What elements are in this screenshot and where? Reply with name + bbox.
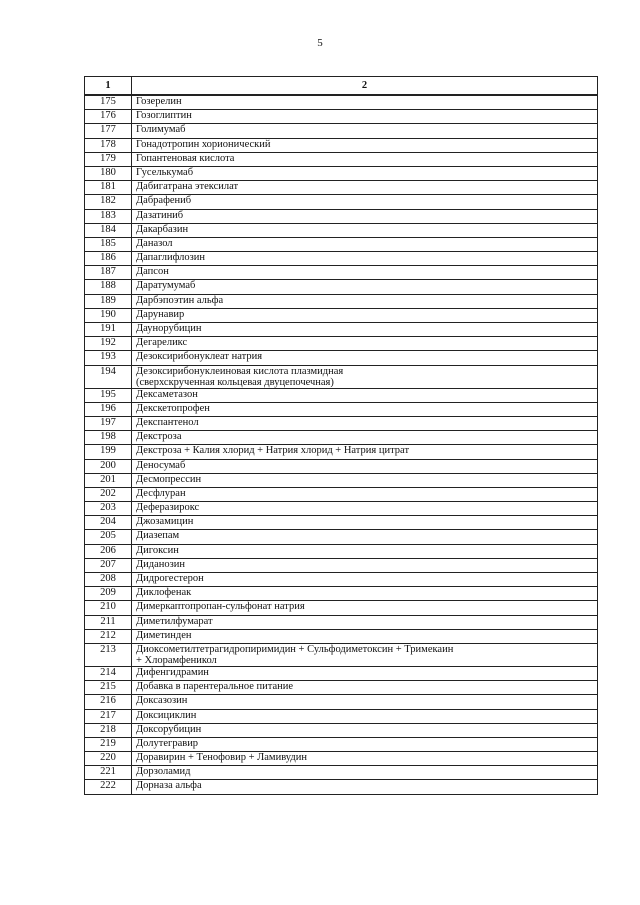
drug-name-line: Диметилфумарат <box>136 615 213 627</box>
row-number: 222 <box>85 780 132 794</box>
table-row <box>85 723 598 737</box>
table-row <box>85 195 598 209</box>
table-row <box>85 308 598 322</box>
row-number: 189 <box>85 294 132 308</box>
table-row <box>85 473 598 487</box>
drug-name-line: Гозоглиптин <box>136 110 192 122</box>
row-number: 209 <box>85 587 132 601</box>
row-number: 210 <box>85 601 132 615</box>
row-number: 201 <box>85 473 132 487</box>
drug-name-line: Дифенгидрамин <box>136 666 209 678</box>
table-row <box>85 780 598 794</box>
table-row <box>85 681 598 695</box>
row-number: 188 <box>85 280 132 294</box>
drug-name <box>132 695 598 709</box>
row-number: 221 <box>85 766 132 780</box>
drug-name-line: Десфлуран <box>136 487 186 499</box>
drug-name <box>132 544 598 558</box>
row-number: 208 <box>85 573 132 587</box>
drug-name-line: Дабрафениб <box>136 195 192 207</box>
drug-name-line: Диклофенак <box>136 587 192 599</box>
drug-name <box>132 252 598 266</box>
drug-name-line: (сверхскрученная кольцевая двуцепочечная) <box>136 376 334 388</box>
row-number: 183 <box>85 209 132 223</box>
row-number: 179 <box>85 152 132 166</box>
table-header-row <box>85 77 598 96</box>
drug-name <box>132 351 598 365</box>
drug-name <box>132 445 598 459</box>
table-row <box>85 237 598 251</box>
drug-name-line: Дарунавир <box>136 308 185 320</box>
drug-name-line: Доксазозин <box>136 695 188 707</box>
drug-name <box>132 573 598 587</box>
drug-name <box>132 138 598 152</box>
row-number: 196 <box>85 402 132 416</box>
drug-name <box>132 95 598 110</box>
drug-name <box>132 365 598 388</box>
drug-name <box>132 766 598 780</box>
drug-name <box>132 195 598 209</box>
drug-name <box>132 337 598 351</box>
column-header-number: 1 <box>85 77 132 96</box>
row-number: 205 <box>85 530 132 544</box>
drug-name-line: Дапаглифлозин <box>136 252 206 264</box>
row-number: 216 <box>85 695 132 709</box>
drug-name <box>132 516 598 530</box>
row-number: 219 <box>85 737 132 751</box>
row-number: 180 <box>85 166 132 180</box>
table-row <box>85 530 598 544</box>
drug-name <box>132 416 598 430</box>
table-row <box>85 209 598 223</box>
page-number: 5 <box>317 37 323 49</box>
drug-name <box>132 629 598 643</box>
row-number: 186 <box>85 252 132 266</box>
drug-name-line: Долутегравир <box>136 737 199 749</box>
table-row <box>85 487 598 501</box>
drug-name-line: Декскетопрофен <box>136 402 210 414</box>
drug-name <box>132 723 598 737</box>
drug-name <box>132 388 598 402</box>
drug-name <box>132 237 598 251</box>
drug-name-line: Диметинден <box>136 629 192 641</box>
drug-name-line: Даратумумаб <box>136 280 196 292</box>
table-row <box>85 573 598 587</box>
table-row <box>85 280 598 294</box>
drug-name-line: Деферазирокс <box>136 502 200 514</box>
drug-name <box>132 308 598 322</box>
drug-name-line: Дидрогестерон <box>136 573 204 584</box>
drug-name <box>132 110 598 124</box>
table-row <box>85 166 598 180</box>
table-row <box>85 766 598 780</box>
table-row <box>85 181 598 195</box>
table-row <box>85 337 598 351</box>
drug-name-line: Десмопрессин <box>136 473 202 485</box>
table-row <box>85 459 598 473</box>
row-number: 177 <box>85 124 132 138</box>
drug-name-line: Даназол <box>136 237 173 249</box>
drug-name-line: Гозерелин <box>136 96 182 107</box>
row-number: 207 <box>85 558 132 572</box>
drug-name <box>132 681 598 695</box>
drug-name-line: Доксициклин <box>136 709 197 721</box>
drug-name-line: Дорзоламид <box>136 766 191 778</box>
drug-name <box>132 601 598 615</box>
table-row <box>85 558 598 572</box>
drug-name <box>132 223 598 237</box>
row-number: 176 <box>85 110 132 124</box>
drug-name <box>132 152 598 166</box>
drug-name <box>132 487 598 501</box>
table-row <box>85 110 598 124</box>
table-row <box>85 445 598 459</box>
drug-name-line: Димеркаптопропан-сульфонат натрия <box>136 601 305 613</box>
row-number: 190 <box>85 308 132 322</box>
drug-name <box>132 666 598 680</box>
row-number: 212 <box>85 629 132 643</box>
drug-table <box>84 76 598 795</box>
table-row <box>85 695 598 709</box>
table-row <box>85 601 598 615</box>
row-number: 217 <box>85 709 132 723</box>
drug-name <box>132 502 598 516</box>
drug-name <box>132 166 598 180</box>
table-row <box>85 351 598 365</box>
row-number: 187 <box>85 266 132 280</box>
row-number: 182 <box>85 195 132 209</box>
row-number: 184 <box>85 223 132 237</box>
drug-name-line: Дакарбазин <box>136 223 189 235</box>
table-row <box>85 544 598 558</box>
row-number: 202 <box>85 487 132 501</box>
drug-name-line: Голимумаб <box>136 124 186 136</box>
drug-name-line: Дарбэпоэтин альфа <box>136 294 224 306</box>
drug-name <box>132 752 598 766</box>
drug-name-line: Дабигатрана этексилат <box>136 181 239 193</box>
drug-name-line: Доксорубицин <box>136 723 202 735</box>
drug-name-line: Диазепам <box>136 530 180 542</box>
drug-name <box>132 737 598 751</box>
table-row <box>85 294 598 308</box>
drug-name <box>132 402 598 416</box>
table-row <box>85 388 598 402</box>
drug-name <box>132 181 598 195</box>
drug-name <box>132 280 598 294</box>
drug-name-line: Дазатиниб <box>136 209 184 221</box>
row-number: 181 <box>85 181 132 195</box>
table-body <box>85 95 598 794</box>
table-row <box>85 737 598 751</box>
row-number: 204 <box>85 516 132 530</box>
drug-name <box>132 558 598 572</box>
drug-name-line: Джозамицин <box>136 516 194 528</box>
drug-name-line: Дезоксирибонуклеиновая кислота плазмидная <box>136 365 344 377</box>
drug-name-line: Доравирин + Тенофовир + Ламивудин <box>136 752 307 764</box>
table-row <box>85 402 598 416</box>
table-row <box>85 152 598 166</box>
drug-name-line: + Хлорамфеникол <box>136 654 217 666</box>
drug-name <box>132 124 598 138</box>
table-row <box>85 223 598 237</box>
table-row <box>85 643 598 666</box>
row-number: 214 <box>85 666 132 680</box>
row-number: 191 <box>85 323 132 337</box>
drug-name <box>132 530 598 544</box>
row-number: 175 <box>85 95 132 110</box>
row-number: 200 <box>85 459 132 473</box>
drug-name-line: Дигоксин <box>136 544 179 556</box>
drug-name-line: Гуселькумаб <box>136 166 194 178</box>
row-number: 203 <box>85 502 132 516</box>
table-row <box>85 365 598 388</box>
drug-name-line: Добавка в парентеральное питание <box>136 681 294 693</box>
drug-name <box>132 431 598 445</box>
row-number: 178 <box>85 138 132 152</box>
drug-name-line: Диоксометилтетрагидропиримидин + Сульфодиметоксин + Тримекаин <box>136 643 454 655</box>
table-row <box>85 629 598 643</box>
drug-name <box>132 459 598 473</box>
row-number: 193 <box>85 351 132 365</box>
drug-name <box>132 709 598 723</box>
row-number: 218 <box>85 723 132 737</box>
drug-name-line: Декстроза <box>136 431 182 443</box>
drug-name <box>132 473 598 487</box>
drug-name-line: Дорназа альфа <box>136 780 202 792</box>
row-number: 206 <box>85 544 132 558</box>
drug-name-line: Дапсон <box>136 266 169 278</box>
row-number: 199 <box>85 445 132 459</box>
table-row <box>85 431 598 445</box>
table-row <box>85 266 598 280</box>
drug-name-line: Гопантеновая кислота <box>136 152 235 164</box>
table-row <box>85 502 598 516</box>
table-row <box>85 252 598 266</box>
column-header-name: 2 <box>132 77 598 96</box>
drug-name-line: Деносумаб <box>136 459 186 471</box>
drug-name <box>132 294 598 308</box>
table-row <box>85 138 598 152</box>
drug-name-line: Дексаметазон <box>136 388 198 400</box>
table-row <box>85 752 598 766</box>
drug-name-line: Дегареликс <box>136 337 188 349</box>
drug-name <box>132 615 598 629</box>
drug-name <box>132 780 598 794</box>
row-number: 213 <box>85 643 132 666</box>
drug-name-line: Дезоксирибонуклеат натрия <box>136 351 263 363</box>
drug-name-line: Декспантенол <box>136 416 199 428</box>
table-row <box>85 323 598 337</box>
row-number: 185 <box>85 237 132 251</box>
drug-name <box>132 323 598 337</box>
drug-name <box>132 209 598 223</box>
row-number: 220 <box>85 752 132 766</box>
drug-name <box>132 587 598 601</box>
drug-name-line: Даунорубицин <box>136 323 202 334</box>
table-row <box>85 709 598 723</box>
row-number: 215 <box>85 681 132 695</box>
drug-name <box>132 266 598 280</box>
drug-name-line: Гонадотропин хорионический <box>136 138 271 150</box>
table-row <box>85 516 598 530</box>
table-row <box>85 587 598 601</box>
table-row <box>85 416 598 430</box>
row-number: 197 <box>85 416 132 430</box>
drug-name-line: Диданозин <box>136 558 186 570</box>
row-number: 195 <box>85 388 132 402</box>
row-number: 198 <box>85 431 132 445</box>
table-row <box>85 95 598 110</box>
table-row <box>85 124 598 138</box>
drug-name-line: Декстроза + Калия хлорид + Натрия хлорид + Натрия цитрат <box>136 445 410 457</box>
drug-name <box>132 643 598 666</box>
table-row <box>85 666 598 680</box>
table-row <box>85 615 598 629</box>
row-number: 194 <box>85 365 132 388</box>
row-number: 192 <box>85 337 132 351</box>
row-number: 211 <box>85 615 132 629</box>
